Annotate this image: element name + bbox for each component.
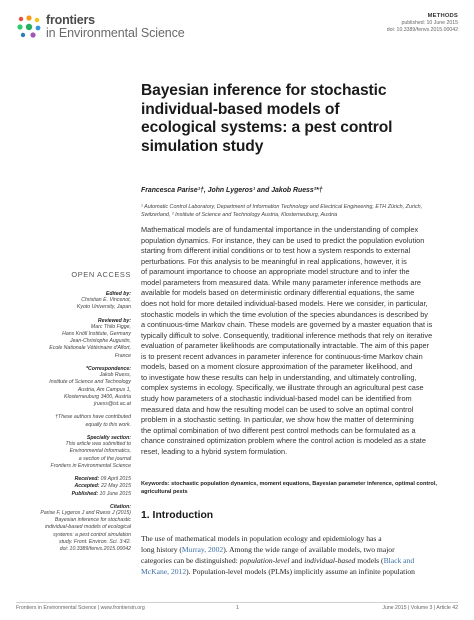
open-access-badge: OPEN ACCESS xyxy=(71,270,131,279)
abstract-line: Mathematical models are of fundamental importance in the understanding of complex xyxy=(141,225,419,234)
logo-dot xyxy=(30,32,35,37)
title-line: Bayesian inference for stochastic xyxy=(141,82,387,99)
reviewer-line: Ecole Nationale Vétérinaire d'Alfort, xyxy=(49,345,131,352)
correspondence-line: Jakob Ruess, xyxy=(99,371,131,378)
reviewed-by-label: Reviewed by: xyxy=(97,317,131,324)
citation-link[interactable]: McKane, 2012 xyxy=(141,567,187,577)
affiliation-line: ¹ Automatic Control Laboratory, Department of Information Technology and Electrical Engineering, ETH Zürich, Zurich, xyxy=(141,204,423,210)
reviewer-line: Jean-Christophe Augustin, xyxy=(70,338,131,345)
footer-divider xyxy=(16,602,458,603)
equal-contribution-note: †These authors have contributed xyxy=(55,414,131,421)
abstract-line: a continuous-time Markov chain. These models are governed by a master equation that is xyxy=(141,320,433,330)
brand-journal: in Environmental Science xyxy=(46,26,185,41)
abstract-line: problem in a stochastic setting. In particular, we show how the matter of determining xyxy=(141,415,414,425)
footer-journal-link[interactable]: Frontiers in Environmental Science | www.frontiersin.org xyxy=(16,605,145,611)
correspondence-line: Klosterneuburg 3400, Austria xyxy=(64,393,131,400)
keywords-text: agricultural pests xyxy=(141,489,188,496)
equal-contribution-note: equally to this work. xyxy=(85,421,131,428)
footer-issue-info: June 2015 | Volume 3 | Article 42 xyxy=(382,605,458,611)
frontiers-logo-icon xyxy=(16,14,42,40)
author-list: Francesca Parise¹†, John Lygeros¹ and Jakob Ruess²*† xyxy=(141,187,323,194)
article-title xyxy=(141,82,459,157)
abstract-line: measured data and how the resulting model can be used to solve an optimal control xyxy=(141,404,414,414)
intro-line: categories can be distinguished: population-level and individual-based models (Black and xyxy=(141,556,415,566)
abstract-line: is to present recent advances in parameter inference for continuous-time Markov chain xyxy=(141,351,423,361)
keywords xyxy=(141,480,459,497)
title-line: simulation study xyxy=(141,138,264,156)
logo-dot xyxy=(17,24,22,29)
abstract xyxy=(141,225,459,457)
abstract-line: stochastic models in which the time evolution of the species abundances is described by xyxy=(141,309,428,319)
accepted-date: Accepted: 22 May 2015 xyxy=(74,483,131,490)
article-type: METHODS xyxy=(427,13,458,19)
article-sidebar xyxy=(35,270,131,554)
logo-dot xyxy=(21,33,25,37)
correspondence-label: *Correspondence: xyxy=(86,365,131,372)
reviewer-line: Hans Knöll Institute, Germany xyxy=(62,330,131,337)
citation-line: systems: a pest control simulation xyxy=(53,531,131,538)
edited-by-label: Edited by: xyxy=(105,291,131,297)
published-date: published: 10 June 2015 xyxy=(401,20,458,27)
abstract-line: reset, leading to a hybrid system formulation. xyxy=(141,446,288,456)
abstract-line: perturbations. For this analysis to be meaningful in real applications, however, it is xyxy=(141,256,407,266)
intro-line: long history (Murray, 2002). Among the wide range of available models, two major xyxy=(141,545,395,555)
introduction-text xyxy=(141,533,459,577)
abstract-line: models, based on a moment closure approximation of the parameter likelihood, and xyxy=(141,362,413,372)
abstract-line: to investigate how these results can help in understanding, and ultimately controlling, xyxy=(141,372,417,382)
title-line: individual-based models of xyxy=(141,100,340,118)
citation-line: study. Front. Environ. Sci. 3:42. xyxy=(59,539,131,546)
specialty-line: Environmental Informatics, xyxy=(69,448,131,455)
specialty-line: a section of the journal xyxy=(78,455,131,462)
citation-line: Parise F, Lygeros J and Ruess J (2015) xyxy=(40,509,131,516)
page-number: 1 xyxy=(236,605,239,611)
abstract-line: starting from different initial conditions or to test how a system responds to external xyxy=(141,246,411,256)
abstract-line: study how parameters of a stochastic individual-based model can be identified from xyxy=(141,394,412,403)
editor-name: Christian E. Vincenot, xyxy=(81,297,131,303)
received-date: Received: 09 April 2015 xyxy=(74,476,131,483)
abstract-line: complex systems in ecology. Specifically, we illustrate through an agricultural pest case xyxy=(141,383,424,393)
brand-name: frontiers xyxy=(46,13,95,27)
logo-dot xyxy=(19,17,23,21)
reviewer-line: Marc Thilo Figge, xyxy=(90,323,131,330)
journal-brand[interactable] xyxy=(46,14,185,40)
abstract-line: the optimal combination of two different pest control methods can be formulated as a xyxy=(141,425,416,435)
abstract-line: evaluation of parameter likelihoods are computationally intractable. The aim of this paper xyxy=(141,341,430,351)
logo-dot xyxy=(36,26,41,31)
section-heading-introduction: 1. Introduction xyxy=(141,510,214,521)
affiliation-line: Switzerland, ² Institute of Science and Technology Austria, Klosterneuburg, Austria xyxy=(141,212,338,219)
citation-line: individual-based models of ecological xyxy=(45,524,131,531)
correspondence-email[interactable]: jruess@ist.ac.at xyxy=(94,401,131,408)
abstract-line: population dynamics. For instance, they can be used to predict the population evolution xyxy=(141,235,425,245)
doi-link[interactable]: doi: 10.3389/fenvs.2015.00042 xyxy=(386,26,458,33)
abstract-line: available for models based on deterministic ordinary differential equations, the same xyxy=(141,288,415,298)
published-date-sidebar: Published: 10 June 2015 xyxy=(71,490,131,497)
citation-link[interactable]: Black and xyxy=(383,556,415,566)
editor-affiliation: Kyoto University, Japan xyxy=(76,304,131,311)
title-line: ecological systems: a pest control xyxy=(141,119,393,137)
citation-line: Bayesian inference for stochastic xyxy=(54,517,131,524)
citation-label: Citation: xyxy=(109,503,131,510)
logo-dot xyxy=(35,18,39,22)
abstract-line: model parameters from measured data. While many parameter inference methods are xyxy=(141,277,422,287)
abstract-line: does not hold for more detailed individual-based models. Here we consider, in particular, xyxy=(141,298,428,308)
specialty-section-label: Specialty section: xyxy=(86,434,131,441)
abstract-line: typically difficult to solve. Consequently, traditional inference methods that rely on iterative xyxy=(141,330,433,340)
article-meta xyxy=(387,13,458,33)
affiliations xyxy=(141,203,459,219)
keywords-label: Keywords: xyxy=(141,481,170,487)
abstract-line: chance constrained optimization problem where the control action is modeled as a state xyxy=(141,436,426,446)
correspondence-line: Austria, Am Campus 1, xyxy=(77,386,131,393)
specialty-line: This article was submitted to xyxy=(65,440,131,447)
citation-link[interactable]: Murray, 2002 xyxy=(181,545,224,555)
intro-line: McKane, 2012). Population-level models (PLMs) implicitly assume an infinite population xyxy=(141,567,415,577)
intro-line: The use of mathematical models in population ecology and epidemiology has a xyxy=(141,534,382,543)
specialty-line: Frontiers in Environmental Science xyxy=(50,462,131,469)
reviewer-line: France xyxy=(114,352,131,359)
citation-doi[interactable]: doi: 10.3389/fenvs.2015.00042 xyxy=(59,546,131,553)
abstract-line: of paramount importance to choose an appropriate model structure and to infer the xyxy=(141,267,410,277)
logo-dot xyxy=(26,15,31,20)
keywords-text: stochastic population dynamics, moment equations, Bayesian parameter inference, optimal control, xyxy=(171,481,437,487)
correspondence-line: Institute of Science and Technology xyxy=(49,379,131,386)
logo-dot xyxy=(26,24,32,30)
